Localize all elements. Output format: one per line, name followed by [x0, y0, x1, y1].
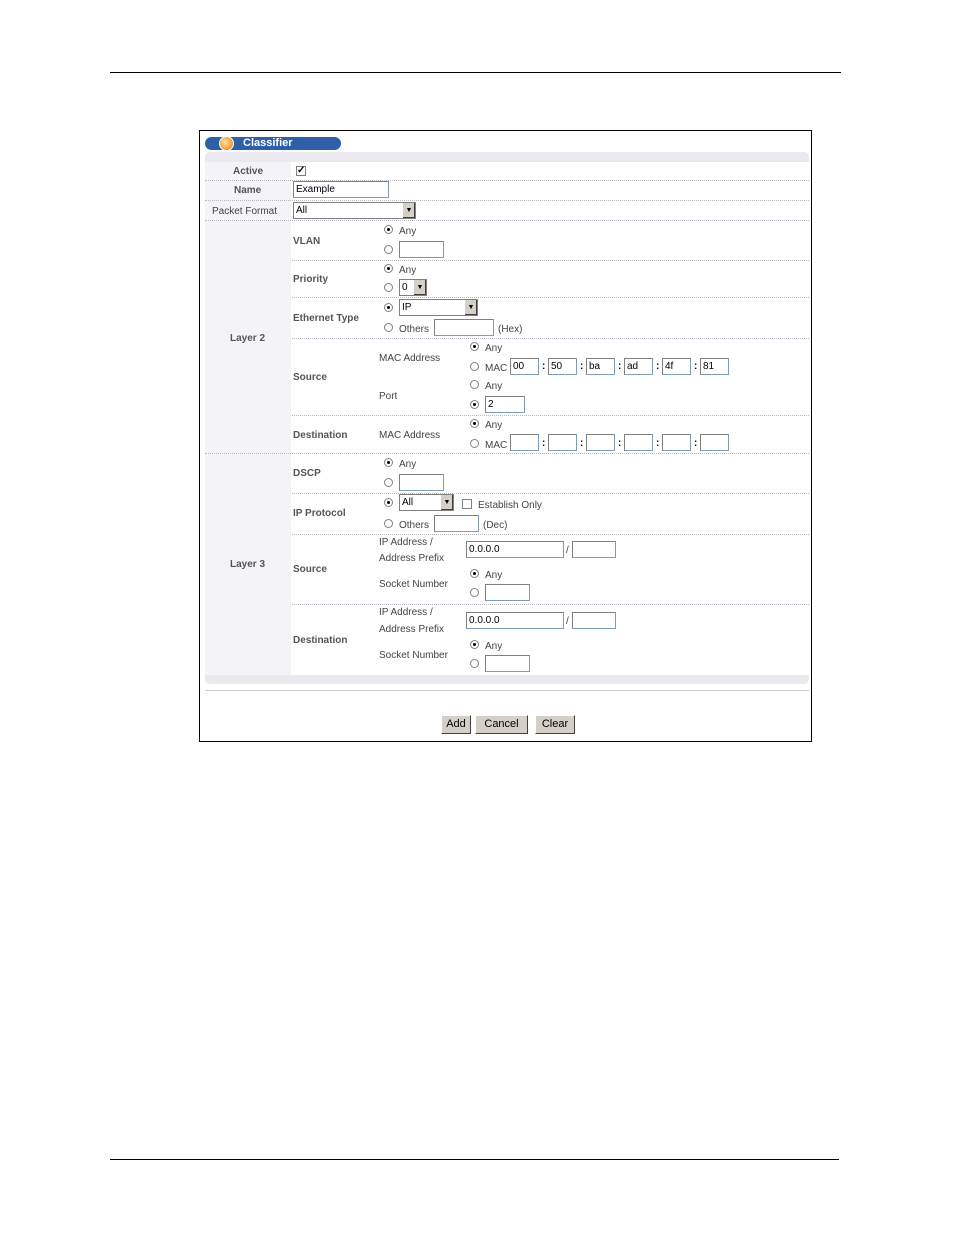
ethernet-type-radio[interactable] — [384, 303, 393, 312]
l2-destination-mac-text: MAC — [485, 440, 508, 451]
l2-destination-mac-octet-5[interactable] — [662, 434, 691, 451]
vlan-label: VLAN — [293, 236, 321, 247]
name-label: Name — [234, 185, 262, 196]
l2-destination-label: Destination — [293, 430, 348, 441]
row-divider — [292, 415, 809, 416]
vlan-any-label: Any — [399, 226, 417, 237]
l2-destination-mac-octet-4[interactable] — [624, 434, 653, 451]
mac-separator: : — [656, 438, 660, 449]
cancel-button[interactable]: Cancel — [475, 715, 528, 734]
l3-source-ip-input[interactable]: 0.0.0.0 — [466, 541, 564, 558]
l2-source-mac-octet-6[interactable]: 81 — [700, 358, 729, 375]
ip-protocol-label: IP Protocol — [293, 508, 346, 519]
l3-destination-socket-custom-radio[interactable] — [470, 659, 479, 668]
top-band — [205, 152, 809, 162]
ethernet-type-select[interactable] — [399, 299, 478, 316]
l3-source-socket-label: Socket Number — [379, 579, 448, 590]
layer2-label: Layer 2 — [230, 333, 266, 344]
row-divider — [292, 604, 809, 605]
mac-separator: : — [580, 361, 584, 372]
l2-source-mac-octet-4[interactable]: ad — [624, 358, 653, 375]
mac-separator: : — [694, 361, 698, 372]
active-checkbox[interactable]: ✓ — [297, 165, 306, 176]
add-button[interactable]: Add — [441, 715, 471, 734]
l2-destination-mac-label: MAC Address — [379, 430, 441, 441]
l2-port-any-label: Any — [485, 381, 503, 392]
l3-destination-prefix-input[interactable] — [572, 612, 616, 629]
l2-port-input[interactable]: 2 — [485, 396, 525, 413]
l3-source-prefix-input[interactable] — [572, 541, 616, 558]
ip-protocol-others-input[interactable] — [434, 515, 479, 532]
l2-source-mac-octet-3[interactable]: ba — [586, 358, 615, 375]
panel-title: Classifier — [243, 137, 293, 149]
chevron-down-icon: ▼ — [440, 495, 453, 510]
l2-source-mac-text: MAC — [485, 363, 508, 374]
l3-source-ip-label-1: IP Address / — [379, 537, 433, 548]
row-divider — [292, 297, 809, 298]
dscp-any-label: Any — [399, 459, 417, 470]
mac-separator: : — [542, 438, 546, 449]
dscp-label: DSCP — [293, 468, 321, 479]
l3-source-slash: / — [566, 545, 569, 556]
l3-destination-socket-input[interactable] — [485, 655, 530, 672]
ethernet-others-label: Others — [399, 324, 430, 335]
l2-source-mac-octet-5[interactable]: 4f — [662, 358, 691, 375]
l3-destination-slash: / — [566, 616, 569, 627]
panel-header — [205, 137, 341, 150]
ethernet-type-label: Ethernet Type — [293, 313, 359, 324]
l3-destination-socket-any-label: Any — [485, 641, 503, 652]
priority-value: 0 — [402, 282, 408, 293]
priority-custom-radio[interactable] — [384, 283, 393, 292]
l3-destination-ip-label-2: Address Prefix — [379, 624, 445, 635]
clear-button[interactable]: Clear — [535, 715, 575, 734]
packet-format-value: All — [296, 205, 308, 216]
priority-select[interactable] — [399, 279, 427, 296]
mac-separator: : — [694, 438, 698, 449]
header-orb-icon — [219, 136, 234, 151]
ip-protocol-select[interactable] — [399, 494, 454, 511]
row-divider — [205, 220, 809, 221]
l2-source-mac-octet-2[interactable]: 50 — [548, 358, 577, 375]
row-divider — [292, 493, 809, 494]
priority-any-radio[interactable] — [384, 264, 393, 273]
button-separator — [205, 690, 809, 691]
top-rule — [110, 72, 841, 73]
l2-destination-mac-octet-6[interactable] — [700, 434, 729, 451]
l2-source-mac-radio[interactable] — [470, 362, 479, 371]
l2-source-mac-octet-1[interactable]: 00 — [510, 358, 539, 375]
layer3-label: Layer 3 — [230, 559, 266, 570]
l3-destination-label: Destination — [293, 635, 348, 646]
mac-separator: : — [542, 361, 546, 372]
classifier-panel — [199, 130, 812, 742]
dscp-input[interactable] — [399, 474, 444, 491]
ip-protocol-value: All — [402, 497, 414, 508]
l2-destination-any-label: Any — [485, 420, 503, 431]
l3-source-socket-custom-radio[interactable] — [470, 588, 479, 597]
ip-protocol-dec-unit: (Dec) — [483, 520, 508, 531]
ip-protocol-others-radio[interactable] — [384, 519, 393, 528]
ethernet-others-input[interactable] — [434, 319, 494, 336]
row-divider — [292, 534, 809, 535]
l2-source-any-radio[interactable] — [470, 342, 479, 351]
l2-source-label: Source — [293, 372, 327, 383]
layer-divider — [205, 453, 809, 454]
l3-destination-ip-input[interactable]: 0.0.0.0 — [466, 612, 564, 629]
bottom-rule — [110, 1159, 839, 1160]
mac-separator: : — [618, 438, 622, 449]
ethernet-hex-unit: (Hex) — [498, 324, 523, 335]
mac-separator: : — [580, 438, 584, 449]
dscp-custom-radio[interactable] — [384, 478, 393, 487]
chevron-down-icon: ▼ — [402, 203, 415, 218]
l3-destination-ip-label-1: IP Address / — [379, 607, 433, 618]
mac-separator: : — [656, 361, 660, 372]
l3-source-ip-label-2: Address Prefix — [379, 553, 445, 564]
l2-destination-mac-radio[interactable] — [470, 439, 479, 448]
mac-separator: : — [618, 361, 622, 372]
l3-destination-socket-any-radio[interactable] — [470, 640, 479, 649]
l2-port-custom-radio[interactable] — [470, 400, 479, 409]
l2-source-any-label: Any — [485, 343, 503, 354]
l2-destination-mac-octet-1[interactable] — [510, 434, 539, 451]
label-column — [205, 162, 291, 675]
name-input[interactable]: Example — [293, 181, 389, 198]
l2-source-mac-label: MAC Address — [379, 353, 441, 364]
bottom-band — [205, 675, 809, 684]
dscp-any-radio[interactable] — [384, 458, 393, 467]
vlan-custom-radio[interactable] — [384, 245, 393, 254]
l3-source-socket-any-label: Any — [485, 570, 503, 581]
l2-source-port-label: Port — [379, 391, 398, 402]
packet-format-label: Packet Format — [212, 206, 278, 217]
ip-protocol-radio[interactable] — [384, 498, 393, 507]
row-divider — [292, 338, 809, 339]
establish-only-checkbox[interactable] — [462, 499, 472, 509]
packet-format-select[interactable] — [293, 202, 416, 219]
vlan-any-radio[interactable] — [384, 225, 393, 234]
l2-destination-any-radio[interactable] — [470, 419, 479, 428]
row-divider — [205, 200, 809, 201]
establish-only-label: Establish Only — [478, 500, 542, 511]
priority-any-label: Any — [399, 265, 417, 276]
ethernet-type-value: IP — [402, 302, 412, 313]
vlan-input[interactable] — [399, 241, 444, 258]
l2-destination-mac-octet-2[interactable] — [548, 434, 577, 451]
l3-source-socket-input[interactable] — [485, 584, 530, 601]
l2-destination-mac-octet-3[interactable] — [586, 434, 615, 451]
l2-port-any-radio[interactable] — [470, 380, 479, 389]
ethernet-others-radio[interactable] — [384, 323, 393, 332]
chevron-down-icon: ▼ — [413, 280, 426, 295]
ip-protocol-others-label: Others — [399, 520, 430, 531]
l3-source-socket-any-radio[interactable] — [470, 569, 479, 578]
row-divider — [292, 260, 809, 261]
chevron-down-icon: ▼ — [464, 300, 477, 315]
l3-destination-socket-label: Socket Number — [379, 650, 448, 661]
priority-label: Priority — [293, 274, 329, 285]
active-label: Active — [233, 166, 264, 177]
l3-source-label: Source — [293, 564, 327, 575]
